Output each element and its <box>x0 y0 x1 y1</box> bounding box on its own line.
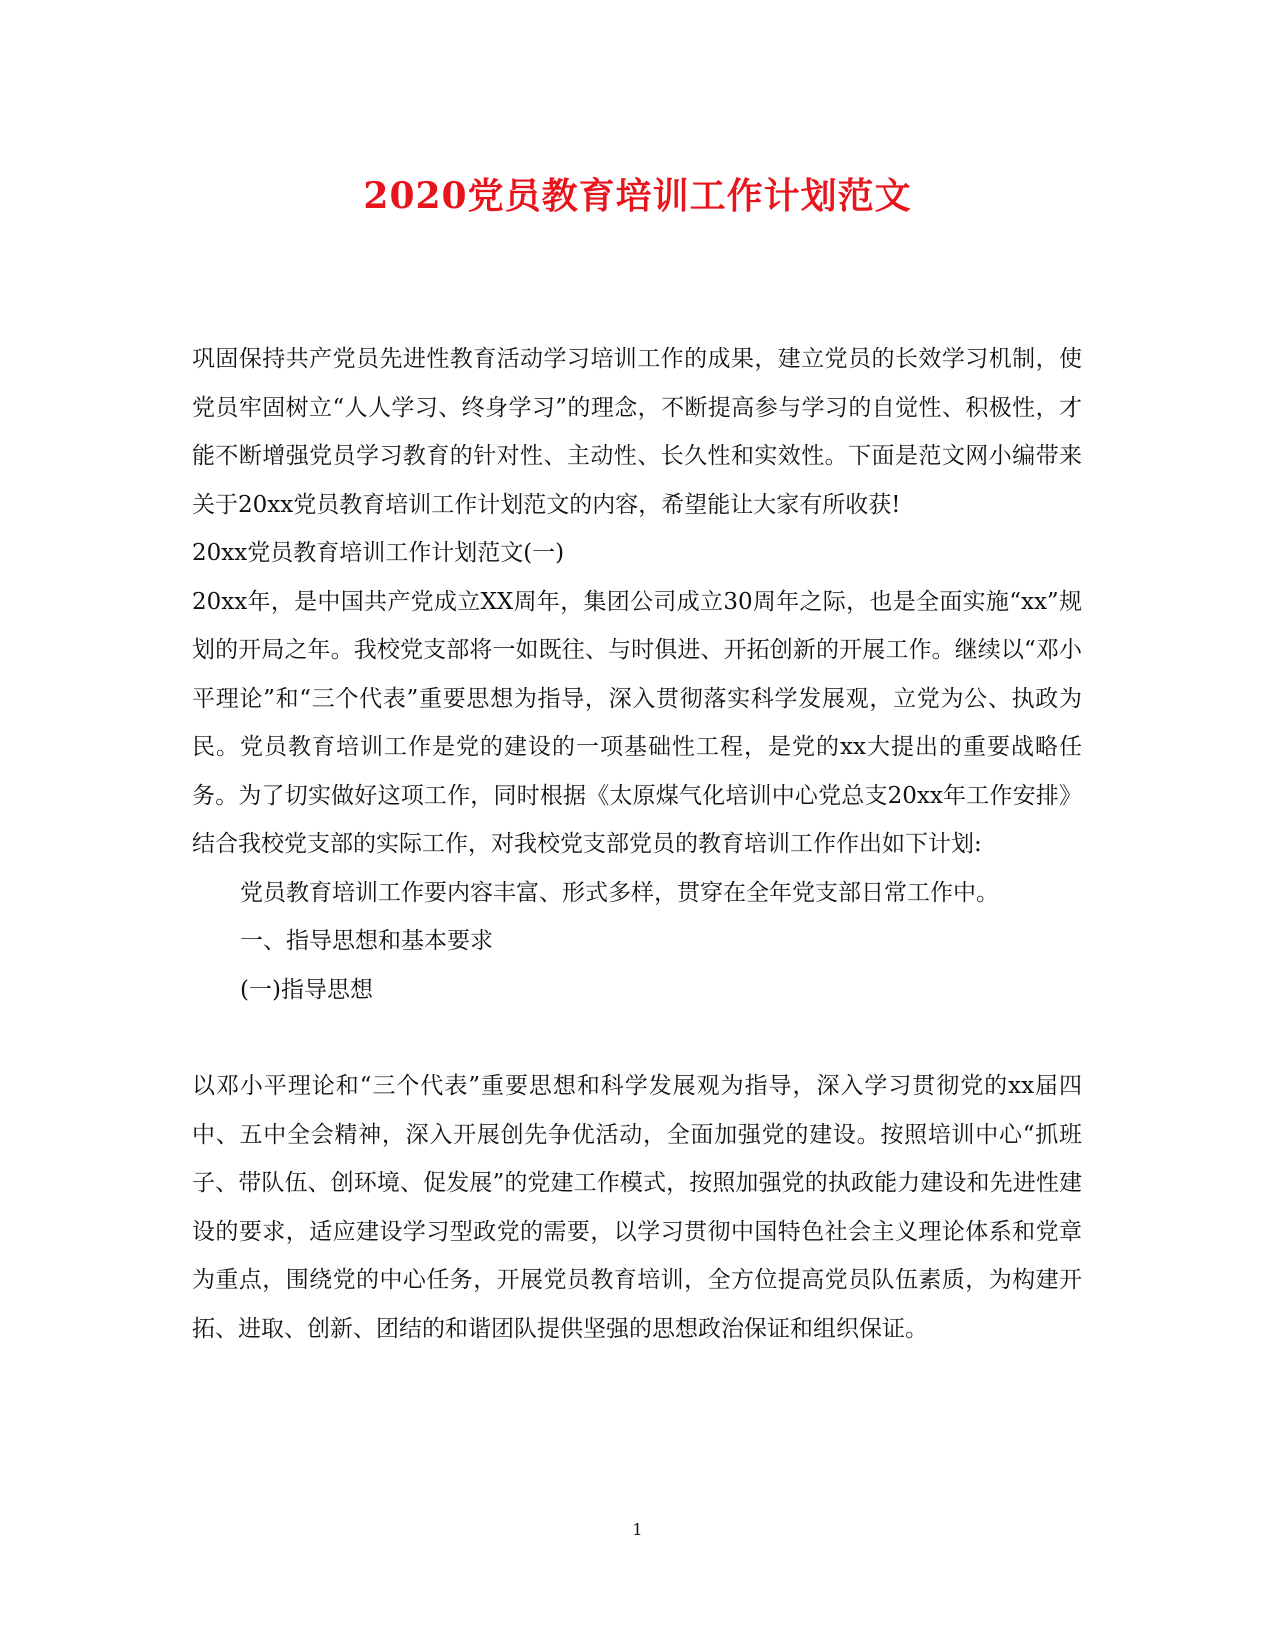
document-body <box>192 335 1082 1353</box>
subsection-heading-guiding-thought: (一)指导思想 <box>240 976 373 1003</box>
plan-overview-paragraph: 20xx年，是中国共产党成立XX周年，集团公司成立30周年之际，也是全面实施“xx”规划的开局之年。我校党支部将一如既往、与时俱进、开拓创新的开展工作。继续以“邓小平理论”和“三个代表”重要思想为指导，深入贯彻落实科学发展观，立党为公、执政为民。党员教育培训工作是党的建设的一项基础性工程，是党的xx大提出的重要战略任务。为了切实做好这项工作，同时根据《太原煤气化培训中心党总支20xx年工作安排》结合我校党支部的实际工作，对我校党支部党员的教育培训工作作出如下计划: <box>192 588 1082 857</box>
paragraph-gap <box>192 1014 1082 1062</box>
document-title: 2020党员教育培训工作计划范文 <box>363 175 912 217</box>
guiding-thought-paragraph: 以邓小平理论和“三个代表”重要思想和科学发展观为指导，深入学习贯彻党的xx届四中、五中全会精神，深入开展创先争优活动，全面加强党的建设。按照培训中心“抓班子、带队伍、创环境、促发展”的党建工作模式，按照加强党的执政能力建设和先进性建设的要求，适应建设学习型政党的需要，以学习贯彻中国特色社会主义理论体系和党章为重点，围绕党的中心任务，开展党员教育培训，全方位提高党员队伍素质，为构建开拓、进取、创新、团结的和谐团队提供坚强的思想政治保证和组织保证。 <box>192 1073 1082 1342</box>
section-heading-plan-one: 20xx党员教育培训工作计划范文(一) <box>192 540 565 566</box>
intro-paragraph: 巩固保持共产党员先进性教育活动学习培训工作的成果，建立党员的长效学习机制，使党员牢固树立“人人学习、终身学习”的理念，不断提高参与学习的自觉性、积极性，才能不断增强党员学习教育的针对性、主动性、长久性和实效性。下面是范文网小编带来关于20xx党员教育培训工作计划范文的内容，希望能让大家有所收获! <box>192 346 1082 518</box>
page-number: 1 <box>632 1520 643 1539</box>
training-summary-paragraph: 党员教育培训工作要内容丰富、形式多样，贯穿在全年党支部日常工作中。 <box>240 879 999 906</box>
section-heading-guiding-ideology: 一、指导思想和基本要求 <box>240 928 493 954</box>
